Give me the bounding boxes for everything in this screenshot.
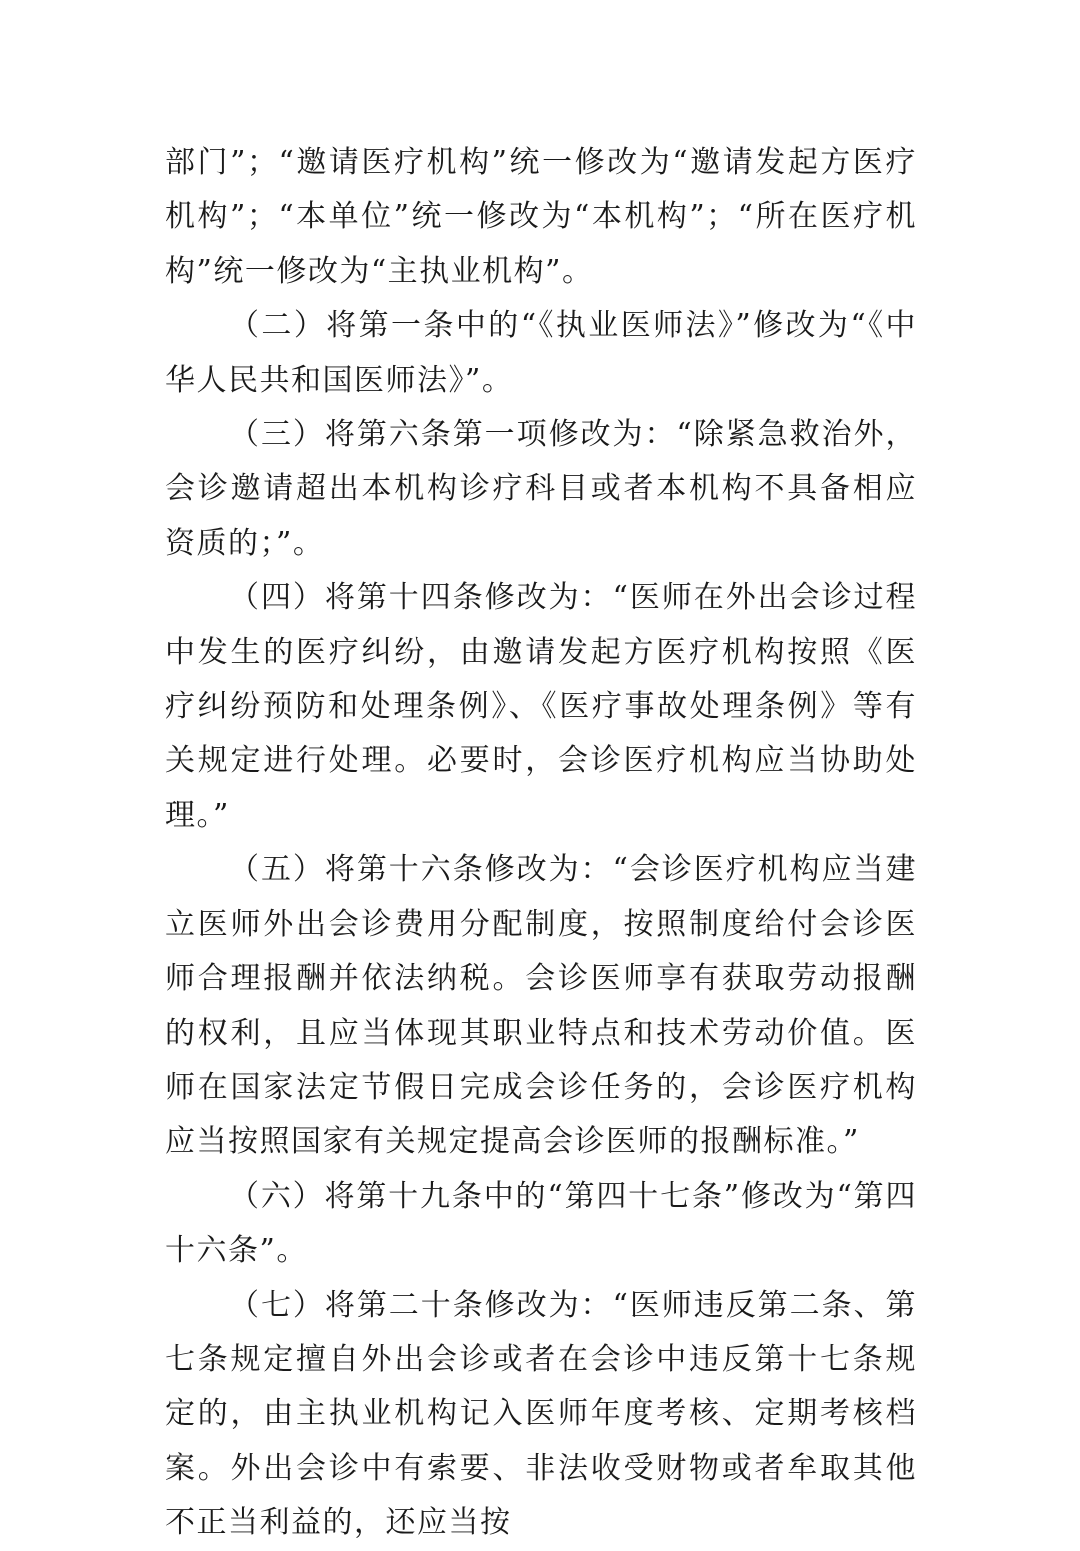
paragraph-item-4: （四）将第十四条修改为：“医师在外出会诊过程中发生的医疗纠纷，由邀请发起方医疗机构按照《医疗纠纷预防和处理条例》、《医疗事故处理条例》等有关规定进行处理。必要时，会诊医疗机构应当协助处理。”: [165, 580, 917, 833]
paragraph-item-5: （五）将第十六条修改为：“会诊医疗机构应当建立医师外出会诊费用分配制度，按照制度给付会诊医师合理报酬并依法纳税。会诊医师享有获取劳动报酬的权利，且应当体现其职业特点和技术劳动价值。医师在国家法定节假日完成会诊任务的，会诊医疗机构应当按照国家有关规定提高会诊医师的报酬标准。”: [165, 852, 917, 1160]
document-body: [165, 136, 917, 1551]
paragraph-item-6: （六）将第十九条中的“第四十七条”修改为“第四十六条”。: [165, 1178, 917, 1269]
paragraph-item-7: （七）将第二十条修改为：“医师违反第二条、第七条规定擅自外出会诊或者在会诊中违反第十七条规定的，由主执业机构记入医师年度考核、定期考核档案。外出会诊中有索要、非法收受财物或者牟取其他不正当利益的，还应当按: [165, 1287, 917, 1541]
paragraph-continuation: 部门”；“邀请医疗机构”统一修改为“邀请发起方医疗机构”；“本单位”统一修改为“本机构”；“所在医疗机构”统一修改为“主执业机构”。: [165, 145, 917, 289]
paragraph-item-2: （二）将第一条中的“《执业医师法》”修改为“《中华人民共和国医师法》”。: [165, 308, 917, 398]
paragraph-item-3: （三）将第六条第一项修改为：“除紧急救治外，会诊邀请超出本机构诊疗科目或者本机构不具备相应资质的；”。: [165, 417, 917, 561]
